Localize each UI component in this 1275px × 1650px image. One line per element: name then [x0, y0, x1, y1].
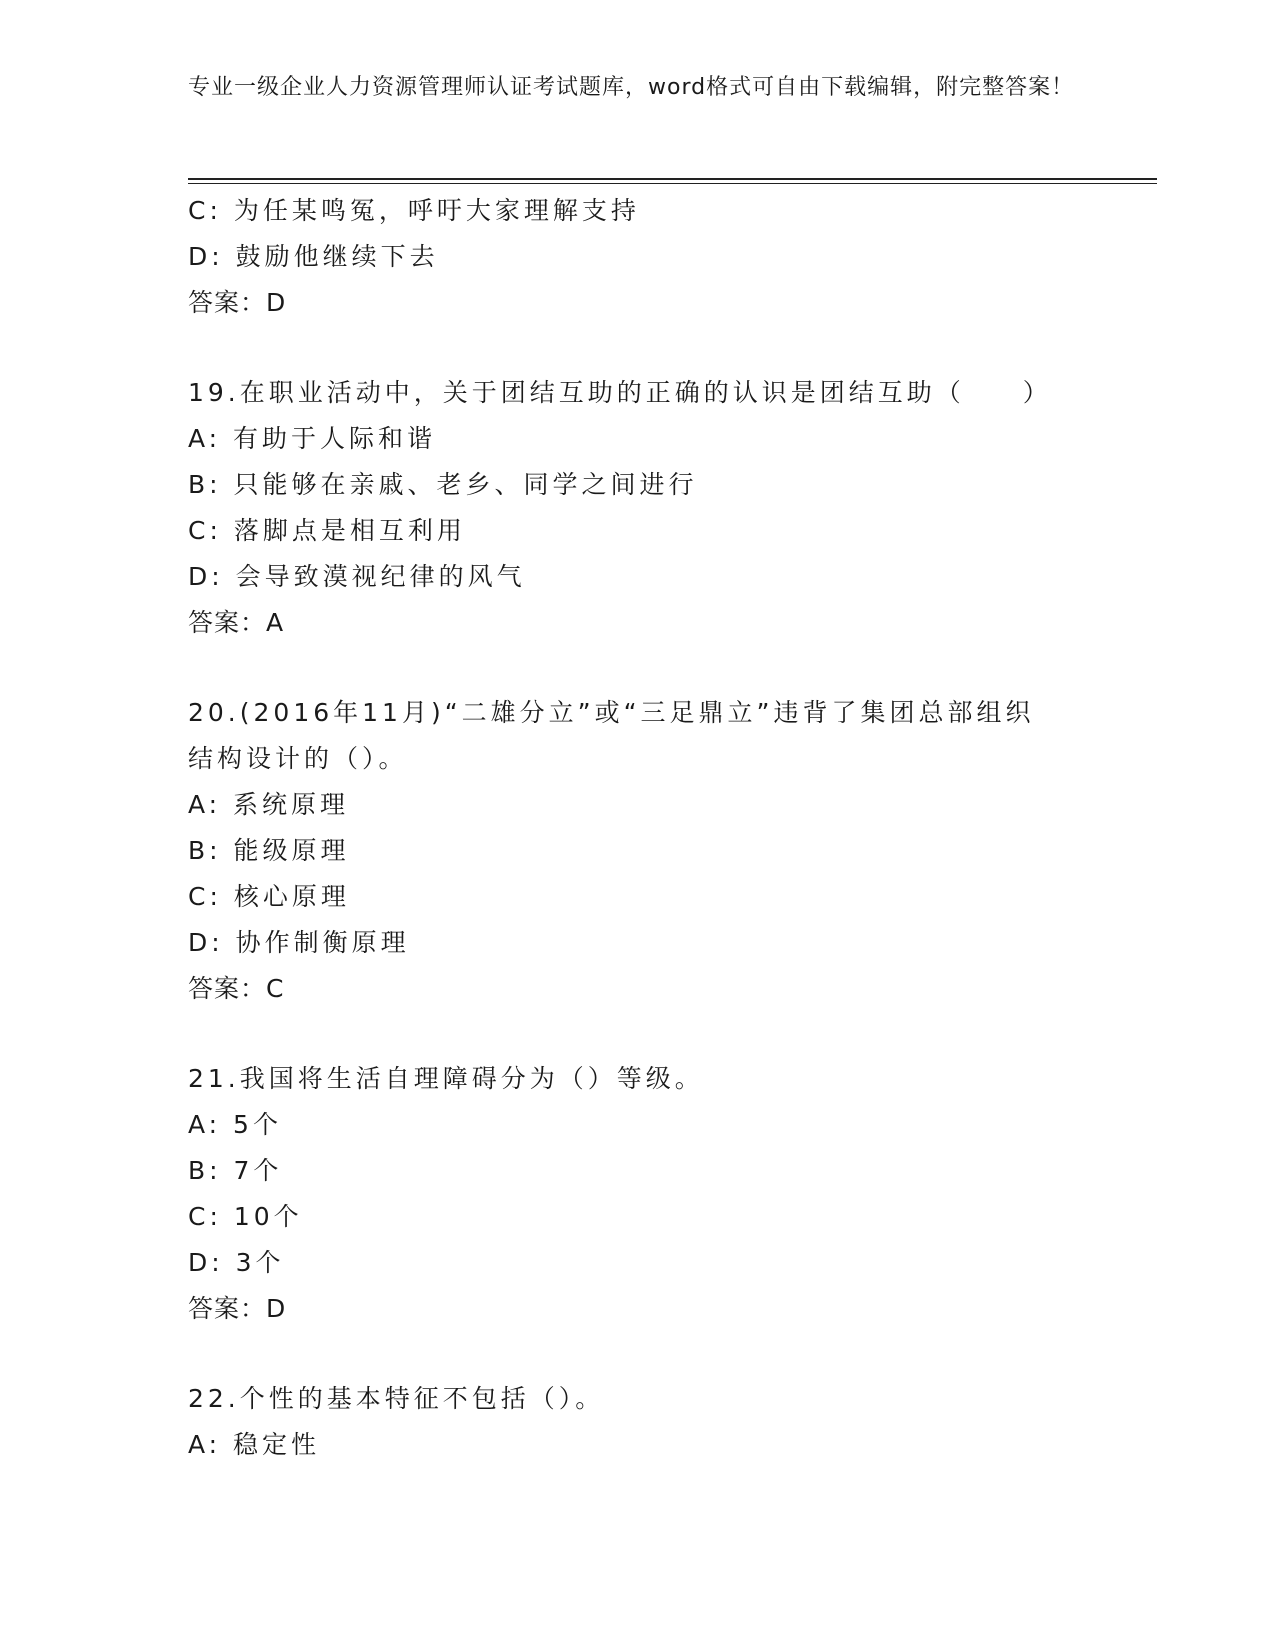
- header-rule-thin: [188, 183, 1157, 184]
- question-block-20: [188, 690, 1088, 1012]
- option-line: B: 能级原理: [188, 836, 350, 865]
- question-text-continued: 结构设计的（）。: [188, 744, 408, 773]
- option-line: A: 有助于人际和谐: [188, 424, 437, 453]
- option-line: C: 落脚点是相互利用: [188, 516, 466, 545]
- header-rule-thick: [188, 178, 1157, 180]
- question-list: [188, 188, 1088, 1468]
- option-line: C: 10个: [188, 1202, 303, 1231]
- question-block-21: [188, 1056, 1088, 1332]
- option-line: D: 协作制衡原理: [188, 928, 410, 957]
- option-line: B: 7个: [188, 1156, 283, 1185]
- document-header: 专业一级企业人力资源管理师认证考试题库，word格式可自由下载编辑，附完整答案！: [188, 75, 1075, 100]
- option-line: B: 只能够在亲戚、老乡、同学之间进行: [188, 470, 698, 499]
- question-text: 20.(2016年11月)“二雄分立”或“三足鼎立”违背了集团总部组织: [188, 698, 1035, 727]
- option-line: A: 5个: [188, 1110, 282, 1139]
- question-text: 21.我国将生活自理障碍分为（）等级。: [188, 1064, 704, 1093]
- option-line: D: 会导致漠视纪律的风气: [188, 562, 526, 591]
- option-line: D: 3个: [188, 1248, 285, 1277]
- question-block-19: [188, 370, 1088, 646]
- answer-line: 答案：D: [188, 1294, 287, 1323]
- answer-line: 答案：A: [188, 608, 285, 637]
- question-block-22: [188, 1376, 1088, 1468]
- question-text: 22.个性的基本特征不包括（）。: [188, 1384, 605, 1413]
- option-line: C: 为任某鸣冤，呼吁大家理解支持: [188, 196, 640, 225]
- option-line: A: 系统原理: [188, 790, 350, 819]
- option-line: A: 稳定性: [188, 1430, 321, 1459]
- option-line: C: 核心原理: [188, 882, 350, 911]
- answer-line: 答案：C: [188, 974, 285, 1003]
- question-block-18: [188, 188, 1088, 326]
- answer-line: 答案：D: [188, 288, 287, 317]
- option-line: D: 鼓励他继续下去: [188, 242, 439, 271]
- question-text: 19.在职业活动中，关于团结互助的正确的认识是团结互助（ ）: [188, 378, 1052, 407]
